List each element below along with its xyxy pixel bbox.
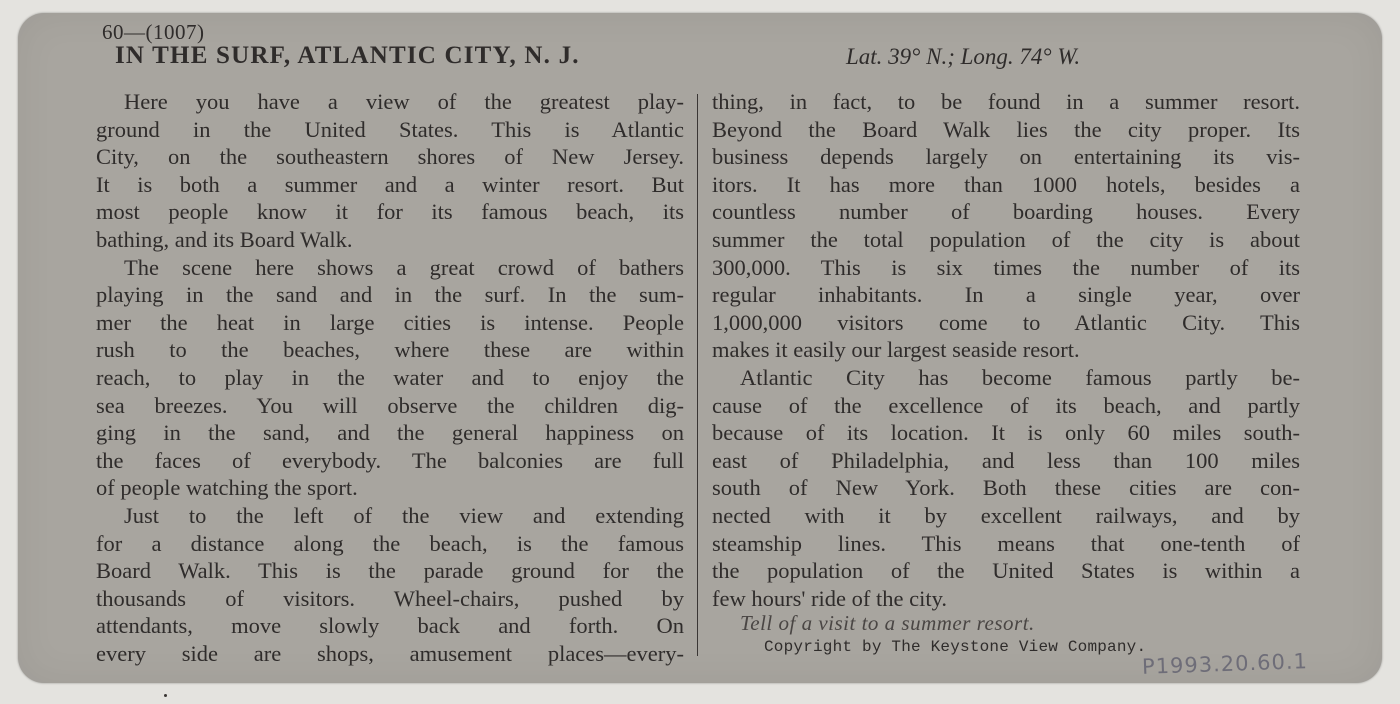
text-line: few hours' ride of the city.	[712, 585, 948, 611]
text-line: itors. It has more than 1000 hotels, besides a	[712, 171, 1300, 197]
text-line: 1,000,000 visitors come to Atlantic City. This	[712, 309, 1300, 335]
text-line: ging in the sand, and the general happiness on	[96, 420, 684, 446]
text-line: for a distance along the beach, is the famous	[96, 530, 684, 556]
text-line: 300,000. This is six times the number of its	[712, 254, 1300, 280]
text-line: rush to the beaches, where these are within	[96, 337, 684, 363]
text-line: summer the total population of the city is about	[712, 226, 1300, 252]
text-line: attendants, move slowly back and forth. On	[96, 613, 684, 639]
card-title: IN THE SURF, ATLANTIC CITY, N. J.	[115, 42, 580, 69]
text-line: playing in the sand and in the surf. In the sum-	[96, 282, 684, 308]
text-line: thousands of visitors. Wheel-chairs, pushed by	[96, 585, 684, 611]
coordinates: Lat. 39° N.; Long. 74° W.	[846, 44, 1081, 69]
text-line: most people know it for its famous beach, its	[96, 199, 684, 225]
text-line: City, on the southeastern shores of New Jersey.	[96, 144, 684, 170]
text-line: the faces of everybody. The balconies are full	[96, 447, 684, 473]
text-line: of people watching the sport.	[96, 475, 358, 501]
text-line: Board Walk. This is the parade ground for the	[96, 558, 684, 584]
text-line: the population of the United States is within a	[712, 558, 1300, 584]
text-line: regular inhabitants. In a single year, over	[712, 282, 1300, 308]
text-line: mer the heat in large cities is intense. People	[96, 309, 684, 335]
pencil-catalog-number: P1993.20.60.1	[1141, 649, 1309, 679]
text-line: thing, in fact, to be found in a summer resort.	[712, 89, 1300, 114]
text-line: The scene here shows a great crowd of bathers	[124, 254, 684, 280]
discussion-prompt: Tell of a visit to a summer resort.	[740, 611, 1035, 635]
left-text-column	[96, 88, 684, 667]
text-line: Here you have a view of the greatest play-	[124, 89, 684, 114]
text-line: nected with it by excellent railways, and by	[712, 502, 1300, 528]
text-line: east of Philadelphia, and less than 100 miles	[712, 447, 1300, 473]
text-line: every side are shops, amusement places—every-	[96, 640, 684, 666]
text-line: because of its location. It is only 60 miles south-	[712, 420, 1300, 446]
column-divider	[697, 94, 698, 656]
copyright-line: Copyright by The Keystone View Company.	[764, 638, 1147, 656]
ink-speck	[164, 694, 167, 697]
text-line: Just to the left of the view and extending	[124, 502, 684, 528]
text-line: Beyond the Board Walk lies the city proper. Its	[712, 116, 1300, 142]
text-line: bathing, and its Board Walk.	[96, 226, 353, 252]
text-line: reach, to play in the water and to enjoy the	[96, 364, 684, 390]
text-line: ground in the United States. This is Atlantic	[96, 116, 684, 142]
text-line: sea breezes. You will observe the children dig-	[96, 392, 684, 418]
text-line: business depends largely on entertaining its vis-	[712, 144, 1300, 170]
text-line: countless number of boarding houses. Every	[712, 199, 1300, 225]
text-line: makes it easily our largest seaside resort.	[712, 337, 1080, 363]
text-line: cause of the excellence of its beach, and partly	[712, 392, 1300, 418]
text-line: steamship lines. This means that one-tenth of	[712, 530, 1300, 556]
right-text-column	[712, 88, 1300, 612]
card-number: 60—(1007)	[102, 20, 205, 44]
text-line: It is both a summer and a winter resort. But	[96, 171, 684, 197]
text-line: Atlantic City has become famous partly be-	[740, 364, 1300, 390]
text-line: south of New York. Both these cities are con-	[712, 475, 1300, 501]
